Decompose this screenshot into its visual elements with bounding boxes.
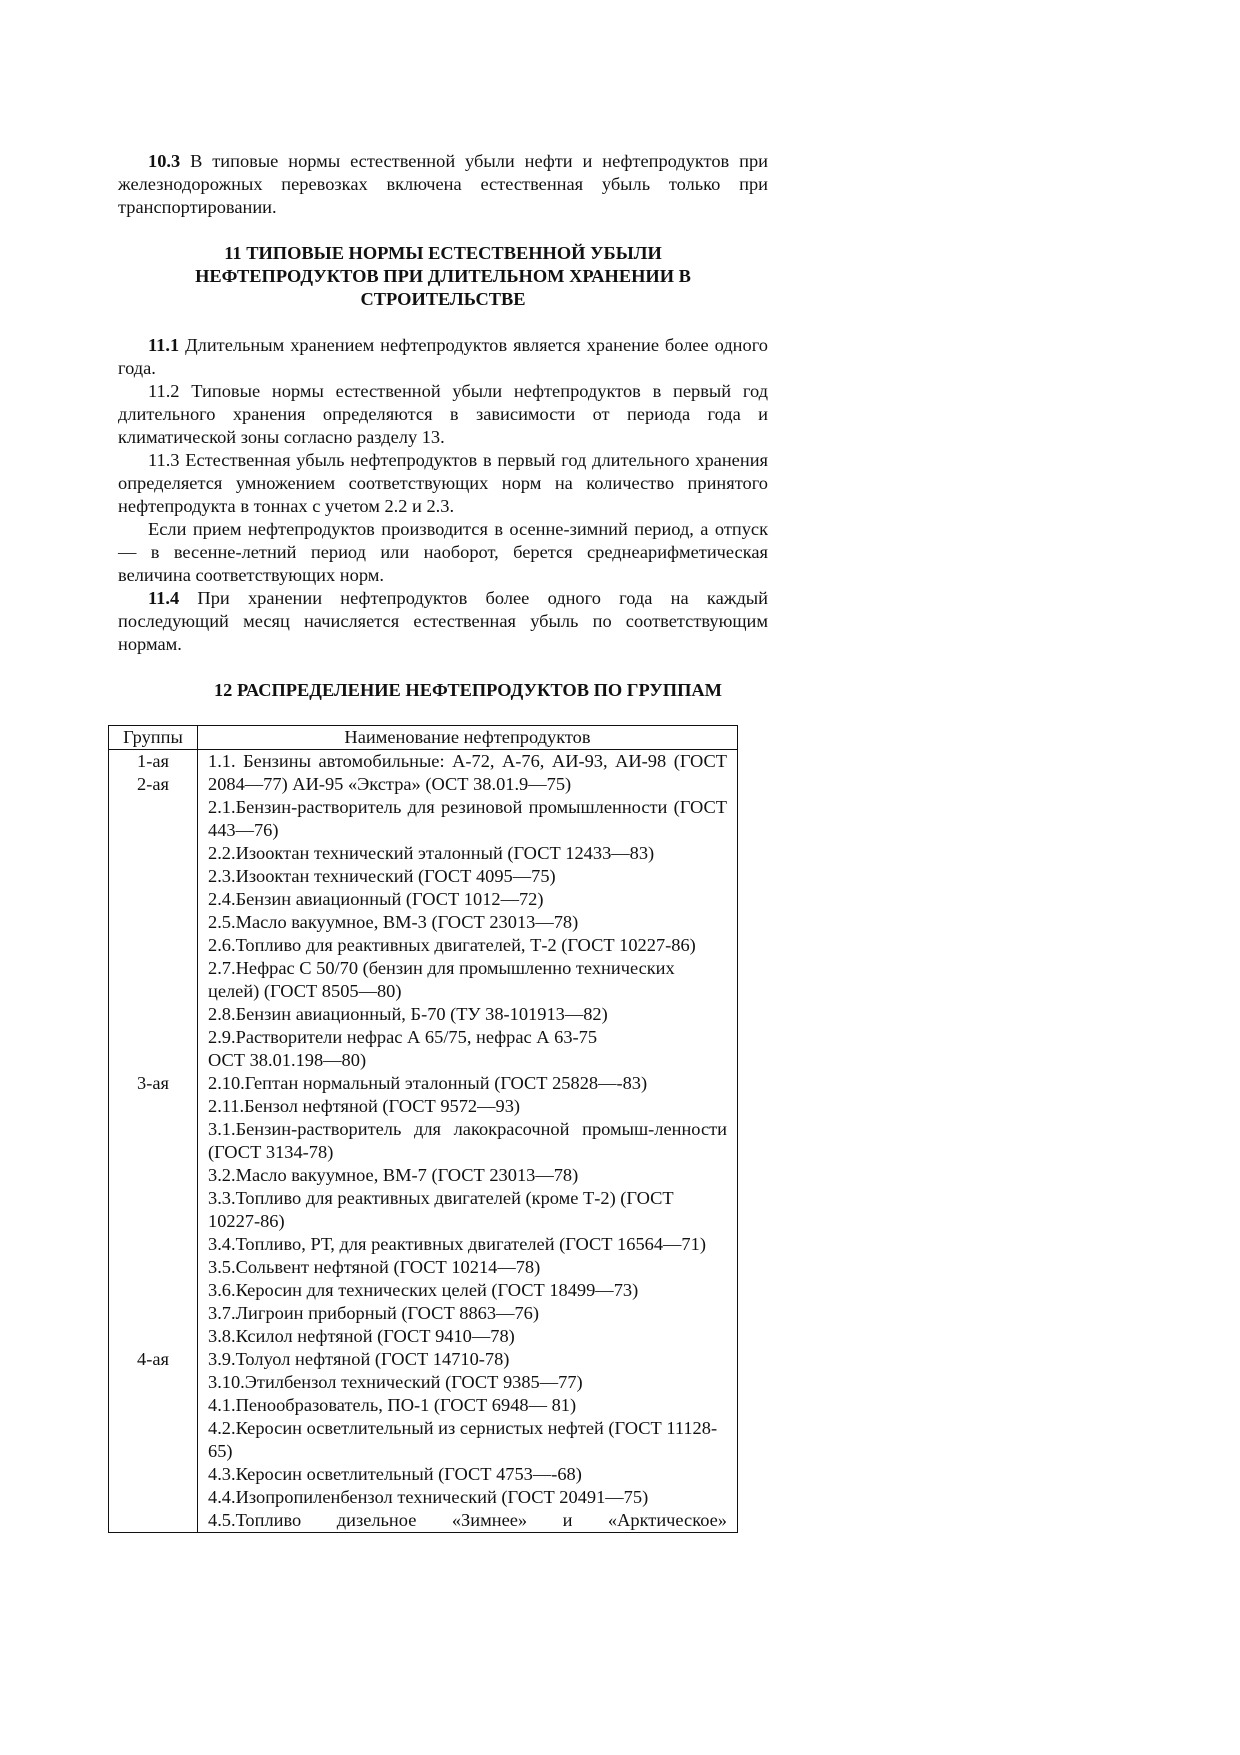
para-number: 11.4	[148, 588, 180, 608]
list-item: 2.4.Бензин авиационный (ГОСТ 1012—72)	[208, 889, 544, 909]
column-header-groups: Группы	[109, 726, 198, 750]
paragraph-11-4	[118, 587, 768, 656]
paragraph-10-3	[118, 150, 768, 219]
list-item: 3.6.Керосин для технических целей (ГОСТ 18499—73)	[208, 1280, 639, 1300]
list-item: 4.5.Топливо дизельное «Зимнее» и «Арктическое»	[208, 1510, 727, 1530]
list-item: 3.3.Топливо для реактивных двигателей (кроме Т-2) (ГОСТ 10227-86)	[208, 1188, 674, 1231]
list-item: 3.8.Ксилол нефтяной (ГОСТ 9410—78)	[208, 1326, 515, 1346]
list-item: 3.7.Лигроин приборный (ГОСТ 8863—76)	[208, 1303, 539, 1323]
list-item: 3.2.Масло вакуумное, ВМ-7 (ГОСТ 23013—78)	[208, 1165, 579, 1185]
list-item: 2.3.Изооктан технический (ГОСТ 4095—75)	[208, 866, 556, 886]
table-row	[109, 750, 738, 1533]
para-text: При хранении нефтепродуктов более одного года на каждый последующий месяц начисляется естественная убыль по соответствующим нормам.	[118, 588, 768, 654]
paragraph-11-3: 11.3 Естественная убыль нефтепродуктов в первый год длительного хранения определяется умножением соответствующих норм на количество принятого нефтепродукта в тоннах с учетом 2.2 и 2.3.	[118, 450, 768, 516]
list-item: 1.1. Бензины автомобильные: А-72, А-76, АИ-93, АИ-98 (ГОСТ 2084—77) АИ-95 «Экстра» (ОСТ 38.01.9—75)	[208, 751, 727, 794]
list-item: 4.4.Изопропиленбензол технический (ГОСТ 20491—75)	[208, 1487, 649, 1507]
title-line: НЕФТЕПРОДУКТОВ ПРИ ДЛИТЕЛЬНОМ ХРАНЕНИИ В	[195, 266, 691, 286]
list-item: 2.10.Гептан нормальный эталонный (ГОСТ 25828—-83)	[208, 1073, 648, 1093]
list-item: 3.10.Этилбензол технический (ГОСТ 9385—77)	[208, 1372, 583, 1392]
paragraph-11-1	[118, 334, 768, 380]
list-item: 2.2.Изооктан технический эталонный (ГОСТ 12433—83)	[208, 843, 655, 863]
section-11-title	[118, 242, 768, 311]
list-item: 4.1.Пенообразователь, ПО-1 (ГОСТ 6948— 81)	[208, 1395, 577, 1415]
list-item: 3.4.Топливо, РТ, для реактивных двигателей (ГОСТ 16564—71)	[208, 1234, 706, 1254]
groups-column	[109, 750, 198, 1533]
group-label: 3-ая	[137, 1073, 169, 1093]
list-item: 2.6.Топливо для реактивных двигателей, Т-2 (ГОСТ 10227-86)	[208, 935, 696, 955]
list-item: 3.5.Сольвент нефтяной (ГОСТ 10214—78)	[208, 1257, 541, 1277]
paragraph-11-2: 11.2 Типовые нормы естественной убыли нефтепродуктов в первый год длительного хранения определяются в зависимости от периода года и климатической зоны согласно разделу 13.	[118, 381, 768, 447]
title-line: СТРОИТЕЛЬСТВЕ	[360, 289, 526, 309]
list-item: 2.1.Бензин-растворитель для резиновой промышленности (ГОСТ 443—76)	[208, 797, 727, 840]
list-item: 4.2.Керосин осветлительный из сернистых нефтей (ГОСТ 11128-65)	[208, 1418, 718, 1461]
list-item: 2.5.Масло вакуумное, ВМ-3 (ГОСТ 23013—78)	[208, 912, 579, 932]
list-item: 4.3.Керосин осветлительный (ГОСТ 4753—-68)	[208, 1464, 582, 1484]
list-item: 2.8.Бензин авиационный, Б-70 (ТУ 38-101913—82)	[208, 1004, 608, 1024]
para-text: В типовые нормы естественной убыли нефти и нефтепродуктов при железнодорожных перевозках включена естественная убыль только при транспортировании.	[118, 151, 768, 217]
list-item: 3.9.Толуол нефтяной (ГОСТ 14710-78)	[208, 1349, 510, 1369]
list-item: 3.1.Бензин-растворитель для лакокрасочной промыш-ленности (ГОСТ 3134-78)	[208, 1119, 727, 1162]
document-page	[118, 150, 768, 1533]
groups-table	[108, 725, 738, 1533]
list-item: 2.7.Нефрас С 50/70 (бензин для промышленно технических целей) (ГОСТ 8505—80)	[208, 958, 675, 1001]
list-item: ОСТ 38.01.198—80)	[208, 1050, 367, 1070]
title-line: 11 ТИПОВЫЕ НОРМЫ ЕСТЕСТВЕННОЙ УБЫЛИ	[224, 243, 662, 263]
paragraph-11-3b: Если прием нефтепродуктов производится в осенне-зимний период, а отпуск — в весенне-летний период или наоборот, берется среднеарифметическая величина соответствующих норм.	[118, 519, 768, 585]
para-number: 10.3	[148, 151, 181, 171]
para-number: 11.1	[148, 335, 180, 355]
list-item: 2.11.Бензол нефтяной (ГОСТ 9572—93)	[208, 1096, 521, 1116]
para-text: Длительным хранением нефтепродуктов является хранение более одного года.	[118, 335, 768, 378]
names-column	[198, 750, 738, 1533]
group-label: 2-ая	[137, 774, 169, 794]
list-item: 2.9.Растворители нефрас А 65/75, нефрас А 63-75	[208, 1027, 598, 1047]
column-header-names: Наименование нефтепродуктов	[198, 726, 738, 750]
section-12-title: 12 РАСПРЕДЕЛЕНИЕ НЕФТЕПРОДУКТОВ ПО ГРУППАМ	[213, 680, 723, 700]
group-label: 1-ая	[137, 751, 169, 771]
group-label: 4-ая	[137, 1349, 169, 1369]
table-header-row	[109, 726, 738, 750]
